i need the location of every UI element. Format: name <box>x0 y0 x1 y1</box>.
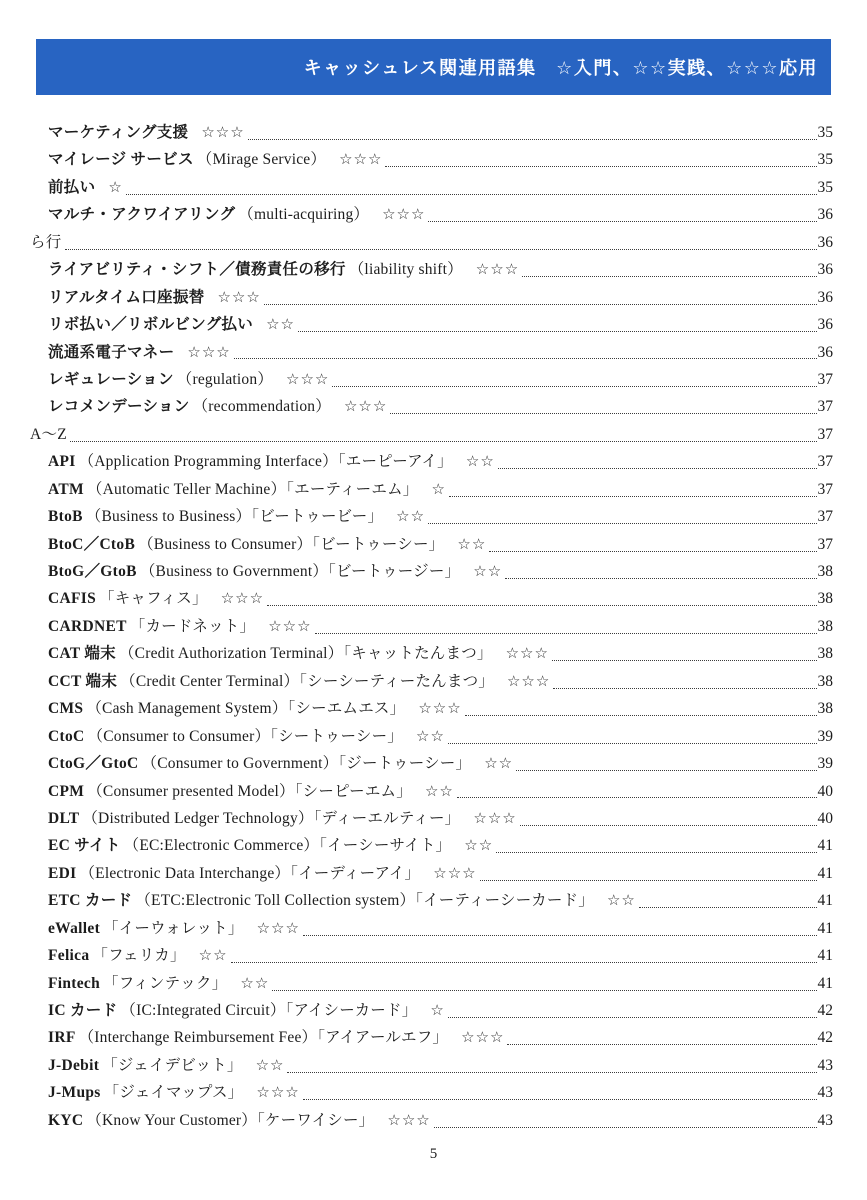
dot-leader <box>303 1099 817 1100</box>
term-label: IRF <box>48 1029 76 1047</box>
star-rating: ☆☆☆ <box>506 671 551 690</box>
dot-leader <box>516 770 816 771</box>
dot-leader <box>234 358 817 359</box>
term-label: レギュレーション <box>48 370 174 388</box>
term-label: CAT 端末 <box>48 645 116 663</box>
star-rating: ☆ <box>108 177 123 196</box>
star-rating: ☆☆☆ <box>339 150 383 169</box>
page-ref: 37 <box>817 535 833 553</box>
star-rating: ☆ <box>431 479 446 498</box>
toc-row[interactable] <box>30 448 833 475</box>
star-rating: ☆☆ <box>464 836 494 855</box>
toc-row[interactable] <box>30 311 833 338</box>
toc-row[interactable] <box>30 284 833 311</box>
page-ref: 37 <box>817 425 833 443</box>
star-rating: ☆☆ <box>606 891 636 910</box>
toc-row[interactable] <box>30 640 833 667</box>
term-label: 前払い <box>48 178 96 196</box>
dot-leader <box>248 139 817 140</box>
toc-row[interactable] <box>30 860 833 887</box>
star-rating: ☆ <box>430 1001 445 1019</box>
page-ref: 43 <box>817 1056 833 1074</box>
dot-leader <box>448 743 817 744</box>
page-ref: 37 <box>817 398 833 416</box>
star-rating: ☆☆☆ <box>461 1028 505 1047</box>
term-label: BtoC／CtoB <box>48 535 136 553</box>
page-ref: 38 <box>817 617 833 635</box>
star-rating: ☆☆ <box>266 315 295 334</box>
term-note: （Application Programming Interface）「エーピーアイ」 <box>78 453 453 471</box>
term-label: ATM <box>48 480 84 498</box>
dot-leader <box>390 413 816 414</box>
toc-row[interactable] <box>30 1052 833 1079</box>
dot-leader <box>231 962 817 963</box>
term-note: （multi-acquiring） <box>238 206 370 224</box>
term-label: マルチ・アクワイアリング <box>48 206 236 224</box>
page-ref: 39 <box>817 727 833 745</box>
page-ref: 41 <box>817 892 833 910</box>
page-title: キャッシュレス関連用語集 ☆入門、☆☆実践、☆☆☆応用 <box>303 58 818 78</box>
page-ref: 35 <box>817 151 833 169</box>
star-rating: ☆☆☆ <box>256 918 300 937</box>
term-label: A～Z <box>30 425 68 443</box>
dot-leader <box>496 852 816 853</box>
term-note: （ETC:Electronic Toll Collection system）「イーティーシーカード」 <box>135 892 594 910</box>
toc-row[interactable] <box>30 723 833 750</box>
page-ref: 42 <box>817 1029 833 1047</box>
star-rating: ☆☆☆ <box>475 260 520 279</box>
term-label: Fintech <box>48 974 101 992</box>
toc-row[interactable] <box>30 997 833 1024</box>
page-ref: 38 <box>817 672 833 690</box>
page-ref: 36 <box>817 288 833 306</box>
toc-row[interactable] <box>30 421 833 448</box>
term-note: 「フェリカ」 <box>92 947 186 965</box>
term-note: （Consumer presented Model）「シーピーエム」 <box>87 782 412 800</box>
toc-row[interactable] <box>30 805 833 832</box>
star-rating: ☆☆ <box>465 452 495 471</box>
toc-row[interactable] <box>30 366 833 393</box>
star-rating: ☆☆☆ <box>268 616 312 635</box>
star-rating: ☆☆☆ <box>387 1110 431 1129</box>
term-note: （Cash Management System）「シーエムエス」 <box>86 700 406 718</box>
term-label: IC カード <box>48 1002 118 1019</box>
page-ref: 43 <box>817 1084 833 1102</box>
page-ref: 36 <box>817 206 833 224</box>
term-label: CARDNET <box>48 617 127 635</box>
term-label: J-Mups <box>48 1084 101 1102</box>
term-label: EDI <box>48 864 77 882</box>
toc-row[interactable] <box>30 339 833 366</box>
toc-row[interactable] <box>30 558 833 585</box>
term-label: 流通系電子マネー <box>48 343 175 361</box>
term-note: 「キャフィス」 <box>99 590 208 608</box>
term-note: 「ジェイマップス」 <box>103 1084 244 1102</box>
dot-leader <box>522 276 816 277</box>
page-ref: 37 <box>817 508 833 526</box>
dot-leader <box>505 578 816 579</box>
star-rating: ☆☆☆ <box>286 369 330 388</box>
term-note: （Electronic Data Interchange）「イーディーアイ」 <box>79 864 421 882</box>
star-rating: ☆☆☆ <box>382 205 426 224</box>
title-banner <box>36 39 831 95</box>
term-note: （Business to Business）「ビートゥービー」 <box>85 508 384 526</box>
dot-leader <box>448 1017 817 1018</box>
dot-leader <box>553 688 816 689</box>
star-rating: ☆☆ <box>198 946 228 965</box>
page-ref: 41 <box>817 974 833 992</box>
star-rating: ☆☆☆ <box>201 123 245 141</box>
dot-leader <box>498 468 817 469</box>
toc-row[interactable] <box>30 750 833 777</box>
dot-leader <box>315 633 817 634</box>
term-note: 「カードネット」 <box>129 617 256 635</box>
term-note: （EC:Electronic Commerce）「イーシーサイト」 <box>123 837 452 855</box>
page-ref: 35 <box>817 124 833 141</box>
page-ref: 37 <box>817 370 833 388</box>
dot-leader <box>507 1044 816 1045</box>
term-label: Felica <box>48 947 90 965</box>
term-note: （Business to Consumer）「ビートゥーシー」 <box>138 535 445 553</box>
toc-row[interactable] <box>30 229 833 256</box>
term-note: 「ジェイデビット」 <box>102 1056 243 1074</box>
dot-leader <box>489 551 816 552</box>
term-label: CtoG／GtoC <box>48 755 139 773</box>
page-ref: 38 <box>817 700 833 718</box>
dot-leader <box>480 880 817 881</box>
star-rating: ☆☆ <box>424 781 454 800</box>
page-ref: 43 <box>817 1111 833 1129</box>
page-ref: 37 <box>817 480 833 498</box>
toc-row[interactable] <box>30 668 833 695</box>
term-label: ライアビリティ・シフト／債務責任の移行 <box>48 261 346 279</box>
term-label: リアルタイム口座振替 <box>48 288 205 306</box>
star-rating: ☆☆ <box>473 562 503 580</box>
page-ref: 41 <box>817 837 833 855</box>
star-rating: ☆☆☆ <box>187 342 231 361</box>
dot-leader <box>65 249 817 250</box>
star-rating: ☆☆☆ <box>217 287 261 306</box>
dot-leader <box>267 605 816 606</box>
toc-row[interactable] <box>30 1024 833 1051</box>
toc-row[interactable] <box>30 201 833 228</box>
page-ref: 38 <box>817 645 833 663</box>
term-note: （Know Your Customer）「ケーワイシー」 <box>86 1111 375 1129</box>
term-label: CMS <box>48 700 84 718</box>
dot-leader <box>457 797 817 798</box>
star-rating: ☆☆ <box>255 1055 285 1074</box>
toc-row[interactable] <box>30 256 833 283</box>
term-note: （Interchange Reimbursement Fee）「アイアールエフ」 <box>78 1029 449 1047</box>
term-note: （Credit Authorization Terminal）「キャットたんまつ」 <box>118 645 493 663</box>
term-note: （Automatic Teller Machine）「エーティーエム」 <box>86 480 419 498</box>
term-note: （Distributed Ledger Technology）「ディーエルティー」 <box>82 809 461 827</box>
toc-row[interactable] <box>30 832 833 859</box>
star-rating: ☆☆☆ <box>256 1083 300 1102</box>
term-label: CtoC <box>48 727 85 745</box>
toc-row[interactable] <box>30 613 833 640</box>
term-label: マイレージ サービス <box>48 151 194 169</box>
toc-row[interactable] <box>30 778 833 805</box>
star-rating: ☆☆ <box>457 534 487 553</box>
term-note: （recommendation） <box>192 398 331 416</box>
dot-leader <box>520 825 817 826</box>
term-label: KYC <box>48 1111 84 1129</box>
toc-row[interactable] <box>30 585 833 612</box>
dot-leader <box>298 331 817 332</box>
dot-leader <box>552 660 817 661</box>
page-ref: 41 <box>817 864 833 882</box>
term-note: 「フィンテック」 <box>103 974 228 992</box>
star-rating: ☆☆☆ <box>505 644 549 663</box>
page-ref: 40 <box>817 782 833 800</box>
page-ref: 36 <box>817 343 833 361</box>
term-label: ETC カード <box>48 892 133 910</box>
page-ref: 35 <box>817 178 833 196</box>
page-ref: 42 <box>817 1002 833 1019</box>
term-label: リボ払い／リボルビング払い <box>48 316 254 334</box>
page-ref: 36 <box>817 261 833 279</box>
dot-leader <box>385 166 816 167</box>
toc-row[interactable] <box>30 915 833 942</box>
toc-row[interactable] <box>30 942 833 969</box>
page-ref: 36 <box>817 316 833 334</box>
dot-leader <box>264 304 817 305</box>
toc-list <box>30 119 833 1134</box>
dot-leader <box>287 1072 816 1073</box>
page-ref: 37 <box>817 453 833 471</box>
dot-leader <box>428 221 816 222</box>
dot-leader <box>434 1127 817 1128</box>
dot-leader <box>70 441 816 442</box>
term-note: （Business to Government）「ビートゥージー」 <box>139 563 461 580</box>
dot-leader <box>303 935 817 936</box>
toc-row[interactable] <box>30 1107 833 1134</box>
term-label: BtoB <box>48 508 83 526</box>
dot-leader <box>449 496 817 497</box>
term-note: （Mirage Service） <box>196 151 327 169</box>
dot-leader <box>428 523 816 524</box>
term-label: API <box>48 453 76 471</box>
term-label: EC サイト <box>48 837 121 855</box>
term-note: （Consumer to Government）「ジートゥーシー」 <box>141 755 472 773</box>
page-ref: 41 <box>817 919 833 937</box>
term-label: J-Debit <box>48 1056 100 1074</box>
star-rating: ☆☆ <box>396 507 426 526</box>
toc-row[interactable] <box>30 476 833 503</box>
page-ref: 36 <box>817 233 833 251</box>
term-note: 「イーウォレット」 <box>103 919 244 937</box>
dot-leader <box>126 194 817 195</box>
term-label: マーケティング支援 <box>48 124 189 141</box>
star-rating: ☆☆☆ <box>473 808 517 827</box>
term-label: ら行 <box>30 233 62 251</box>
term-note: （regulation） <box>176 370 274 388</box>
toc-row[interactable] <box>30 146 833 173</box>
page-ref: 41 <box>817 947 833 965</box>
dot-leader <box>465 715 817 716</box>
term-note: （IC:Integrated Circuit）「アイシーカード」 <box>120 1002 418 1019</box>
term-note: （Credit Center Terminal）「シーシーティーたんまつ」 <box>120 672 494 690</box>
toc-row[interactable] <box>30 119 833 146</box>
page-ref: 38 <box>817 563 833 580</box>
dot-leader <box>272 990 816 991</box>
toc-row[interactable] <box>30 503 833 530</box>
term-note: （liability shift） <box>348 261 463 279</box>
star-rating: ☆☆ <box>240 973 270 992</box>
page-ref: 39 <box>817 755 833 773</box>
page-ref: 38 <box>817 590 833 608</box>
star-rating: ☆☆☆ <box>418 699 462 718</box>
toc-row[interactable] <box>30 970 833 997</box>
term-label: eWallet <box>48 919 101 937</box>
term-label: CPM <box>48 782 85 800</box>
toc-row[interactable] <box>30 174 833 201</box>
star-rating: ☆☆ <box>416 726 445 745</box>
term-label: DLT <box>48 809 80 827</box>
star-rating: ☆☆☆ <box>343 397 388 416</box>
toc-row[interactable] <box>30 393 833 420</box>
star-rating: ☆☆☆ <box>433 863 477 882</box>
toc-row[interactable] <box>30 695 833 722</box>
page-number: 5 <box>429 1146 438 1162</box>
star-rating: ☆☆ <box>484 754 514 773</box>
dot-leader <box>639 907 817 908</box>
term-note: （Consumer to Consumer）「シートゥーシー」 <box>87 727 403 745</box>
term-label: CAFIS <box>48 590 97 608</box>
toc-row[interactable] <box>30 531 833 558</box>
dot-leader <box>332 386 816 387</box>
toc-row[interactable] <box>30 887 833 914</box>
term-label: BtoG／GtoB <box>48 563 137 580</box>
term-label: レコメンデーション <box>48 398 190 416</box>
star-rating: ☆☆☆ <box>220 589 265 608</box>
toc-row[interactable] <box>30 1079 833 1106</box>
term-label: CCT 端末 <box>48 672 118 690</box>
page-ref: 40 <box>817 809 833 827</box>
